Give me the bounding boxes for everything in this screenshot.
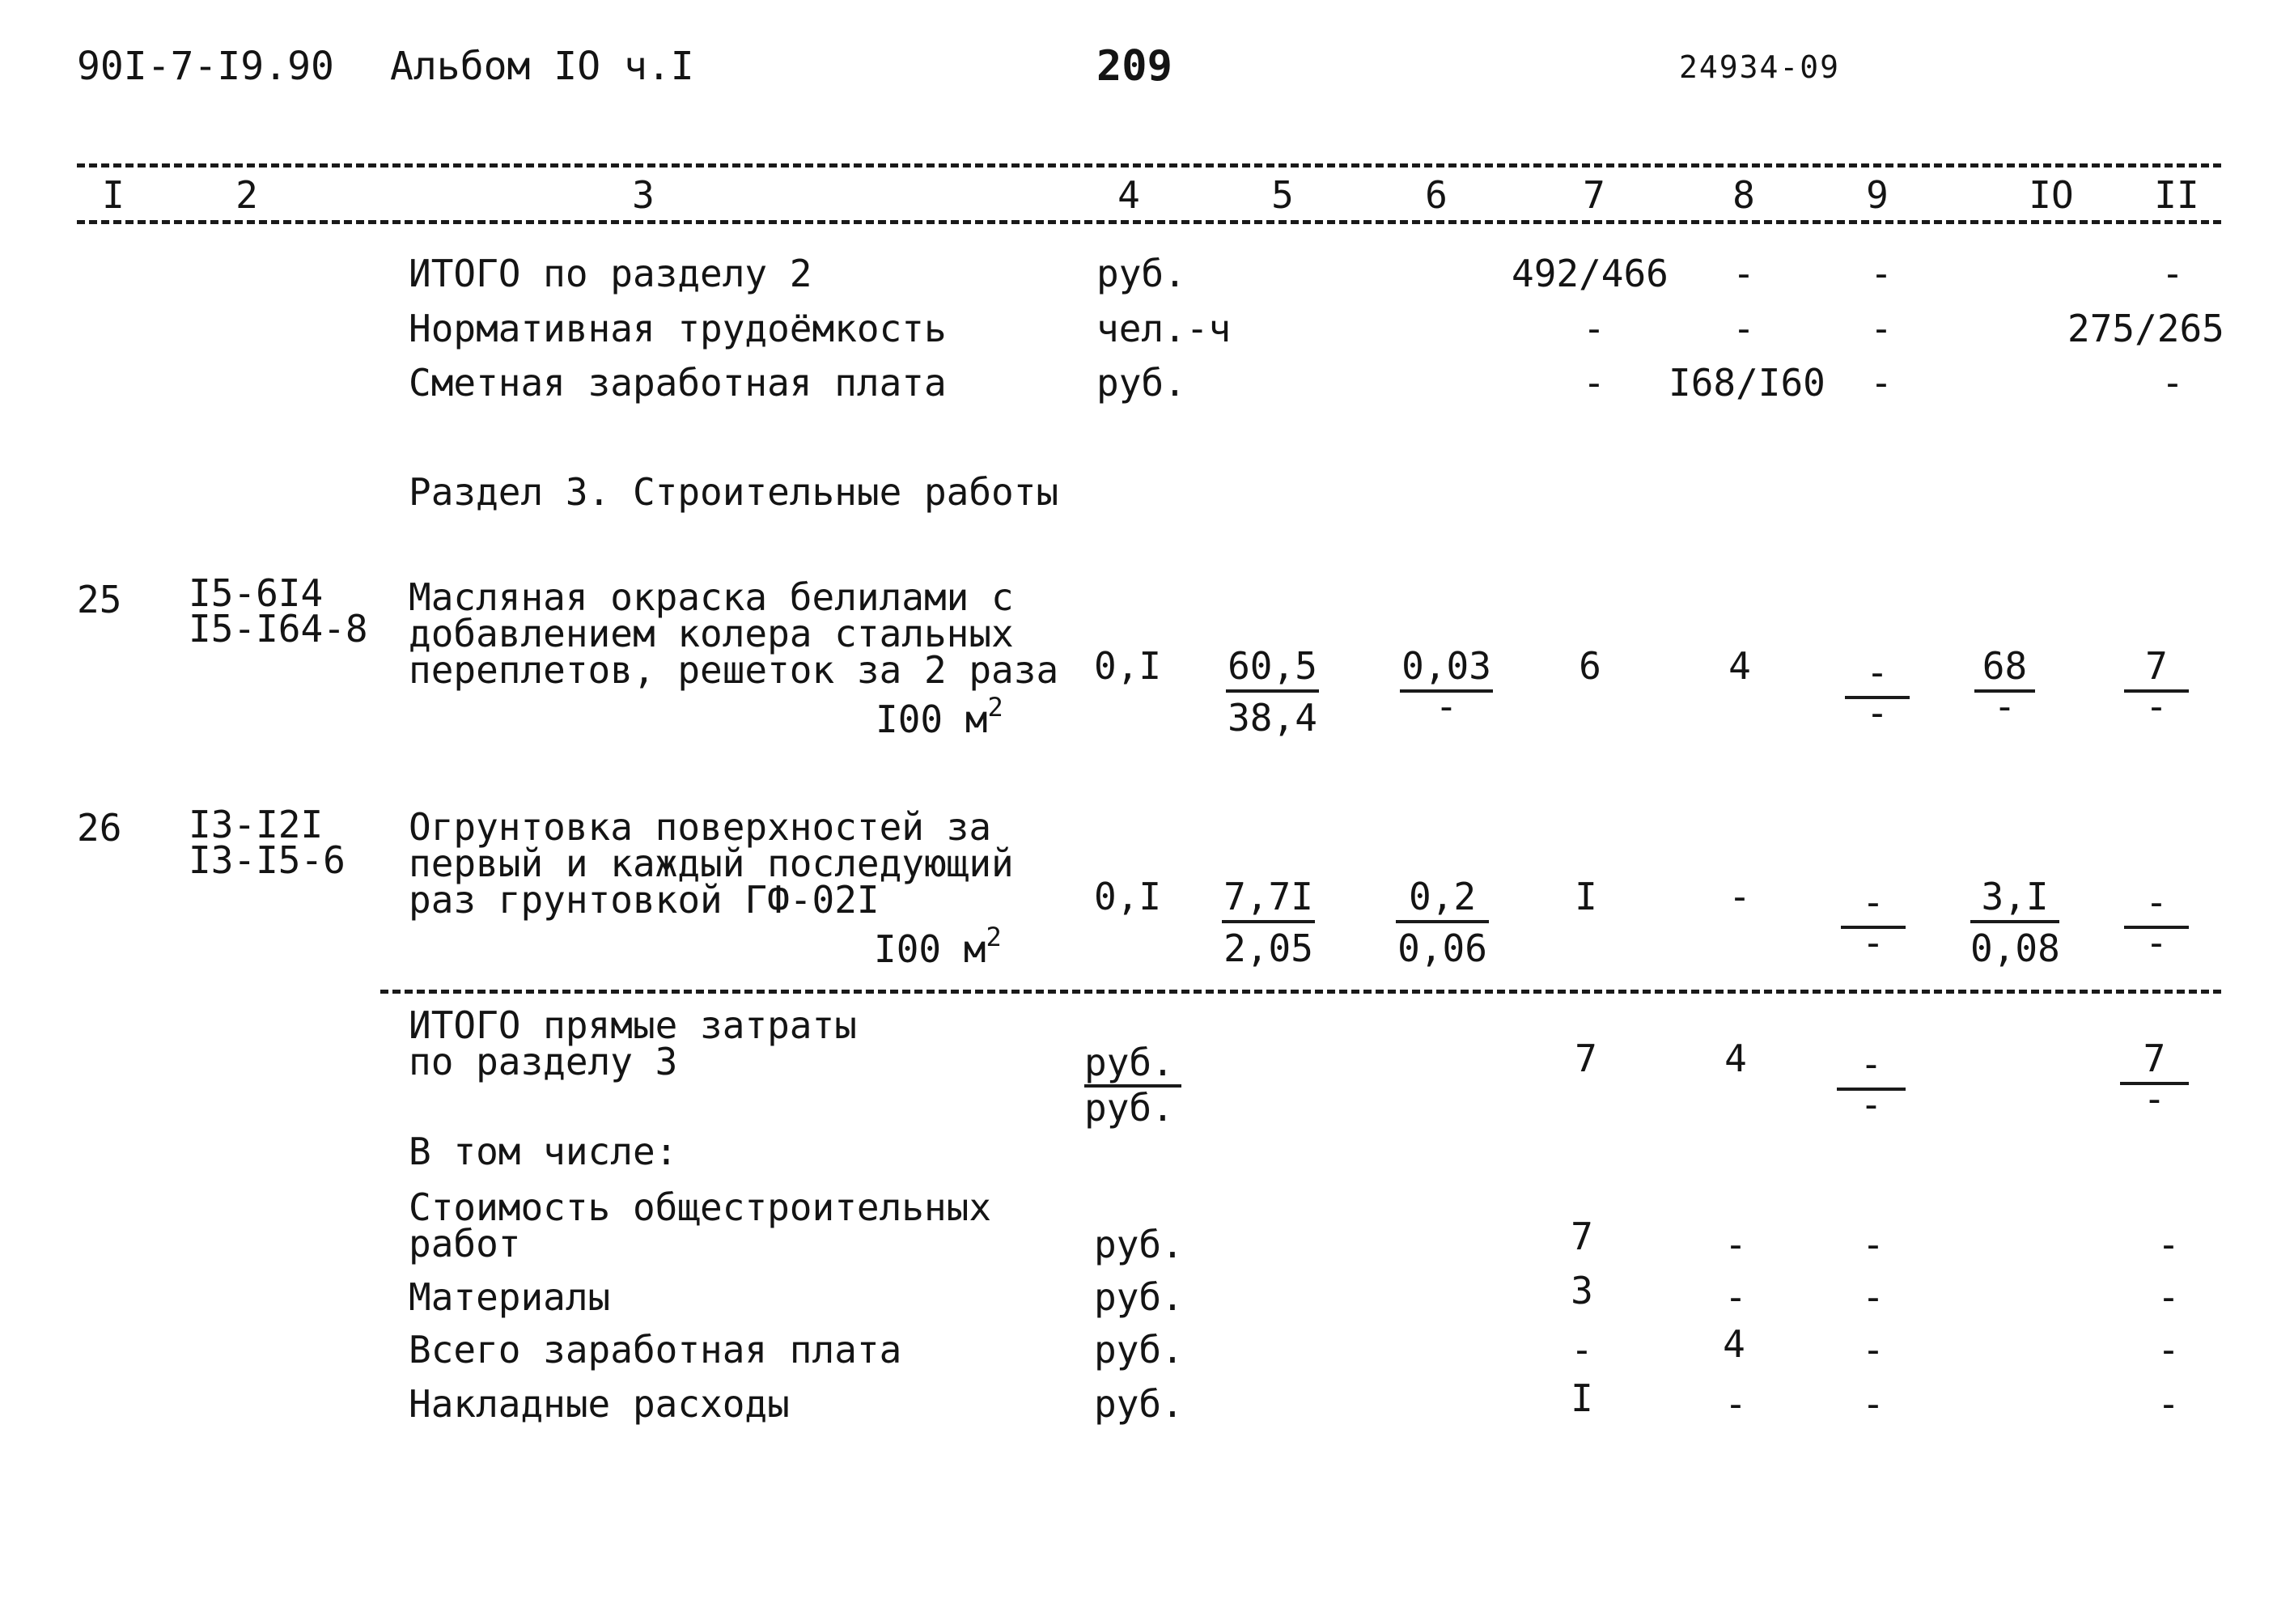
section3-total-label-line-1: ИТОГО прямые затраты <box>409 1003 857 1047</box>
row25-c11-den: - <box>2145 685 2168 728</box>
row26-desc-line-2: первый и каждый последующий <box>409 842 1014 886</box>
row25-code-1: I5-6I4 <box>189 571 324 615</box>
section2-labor-c10: 275/265 <box>2067 307 2224 350</box>
including-label: В том числе: <box>409 1130 678 1173</box>
section3-total-c11-den: - <box>2143 1077 2166 1121</box>
row26-desc-line-3: раз грунтовкой ГФ-02I <box>409 878 880 922</box>
row26-c10-den: 0,08 <box>1970 926 2060 970</box>
section3-total-c9-num: - <box>1859 1042 1883 1086</box>
row26-code-1: I3-I2I <box>189 803 324 846</box>
row26-description <box>409 805 1014 922</box>
item-materials-c9: - <box>1862 1275 1885 1319</box>
row25-c9-num: - <box>1866 651 1889 694</box>
section2-total-c8: - <box>1732 252 1755 295</box>
item-general-construction-line-2: работ <box>409 1222 521 1266</box>
section2-labor-unit: чел.-ч <box>1096 307 1232 350</box>
col-header-7: 7 <box>1583 173 1605 217</box>
item-general-construction-label <box>409 1185 992 1266</box>
row26-c10-num: 3,I <box>1981 875 2049 918</box>
stamp-number: 24934-09 <box>1679 49 1841 85</box>
section3-title: Раздел 3. Строительные работы <box>409 470 1059 514</box>
row26-c7: I <box>1575 875 1597 918</box>
row26-c8: - <box>1728 875 1751 918</box>
row26-unit <box>874 922 1002 971</box>
item-materials-c8: - <box>1724 1275 1747 1319</box>
col-header-3: 3 <box>632 173 655 217</box>
item-overhead-c8: - <box>1724 1382 1747 1426</box>
row26-unit-power: 2 <box>986 922 1002 952</box>
item-total-wage-c7: - <box>1571 1328 1593 1372</box>
section2-labor-c8: - <box>1732 307 1755 350</box>
section3-total-c11-num: 7 <box>2143 1037 2166 1080</box>
section3-total-unit-num: руб. <box>1084 1041 1174 1084</box>
col-header-10: IO <box>2029 173 2074 217</box>
row25-c7: 6 <box>1579 644 1601 688</box>
item-overhead-c11: - <box>2157 1382 2180 1426</box>
row25-unit-label: I00 м <box>876 698 988 741</box>
row25-number: 25 <box>77 578 122 621</box>
row26-c5-num: 7,7I <box>1223 875 1313 918</box>
item-materials-unit: руб. <box>1094 1275 1184 1319</box>
section2-labor-c9: - <box>1870 307 1893 350</box>
item-general-construction-line-1: Стоимость общестроительных <box>409 1185 992 1229</box>
section3-total-label <box>409 1003 857 1084</box>
row26-code-2: I3-I5-6 <box>189 837 346 882</box>
row26-c10 <box>1970 875 2060 970</box>
row26-c5 <box>1222 875 1315 970</box>
item-overhead-unit: руб. <box>1094 1382 1184 1426</box>
row26-codes <box>189 803 346 882</box>
row25-unit <box>876 692 1003 741</box>
row25-codes <box>189 571 368 651</box>
row25-c9 <box>1845 651 1910 735</box>
item-overhead-c9: - <box>1862 1382 1885 1426</box>
item-general-construction-c9: - <box>1862 1223 1885 1266</box>
row26-c6-num: 0,2 <box>1408 875 1477 918</box>
section2-total-c9: - <box>1870 252 1893 295</box>
col-header-5: 5 <box>1271 173 1294 217</box>
item-general-construction-c11: - <box>2157 1223 2180 1266</box>
header-top-rule <box>77 163 2221 167</box>
row25-code-2: I5-I64-8 <box>189 606 368 651</box>
section2-labor-c7: - <box>1583 307 1605 350</box>
row26-c9 <box>1841 880 1906 965</box>
row26-number: 26 <box>77 806 122 850</box>
row25-c10-den: - <box>1993 685 2016 728</box>
section3-total-c7: 7 <box>1575 1037 1597 1080</box>
section2-wage-label: Сметная заработная плата <box>409 361 947 405</box>
row25-c9-den: - <box>1866 691 1889 735</box>
item-general-construction-c8: - <box>1724 1223 1747 1266</box>
col-header-8: 8 <box>1732 173 1755 217</box>
row25-c5-num: 60,5 <box>1228 644 1317 688</box>
item-total-wage-c11: - <box>2157 1328 2180 1372</box>
row26-unit-label: I00 м <box>874 927 986 971</box>
item-total-wage-label: Всего заработная плата <box>409 1328 902 1372</box>
section3-total-unit <box>1084 1041 1181 1130</box>
col-header-11: II <box>2154 173 2199 217</box>
row25-c11 <box>2124 644 2189 728</box>
row26-c9-den: - <box>1862 921 1885 965</box>
row25-desc-line-2: добавлением колера стальных <box>409 612 1014 656</box>
col-header-1: I <box>102 173 125 217</box>
section2-labor-label: Нормативная трудоёмкость <box>409 307 947 350</box>
section2-total-label: ИТОГО по разделу 2 <box>409 252 812 295</box>
header-bottom-rule <box>77 220 2221 224</box>
section3-total-c11 <box>2120 1037 2189 1121</box>
row26-c5-den: 2,05 <box>1223 926 1313 970</box>
section3-total-label-line-2: по разделу 3 <box>409 1040 678 1084</box>
row25-desc-line-3: переплетов, решеток за 2 раза <box>409 648 1059 693</box>
row25-c5-den: 38,4 <box>1228 696 1317 740</box>
row25-description <box>409 575 1059 693</box>
item-overhead-label: Накладные расходы <box>409 1382 790 1426</box>
item-general-construction-c7: 7 <box>1571 1215 1593 1258</box>
totals-divider <box>380 990 2221 994</box>
section3-total-c8: 4 <box>1724 1037 1747 1080</box>
item-materials-label: Материалы <box>409 1275 611 1319</box>
row25-c6 <box>1400 644 1493 728</box>
row25-c6-num: 0,03 <box>1401 644 1491 688</box>
section3-total-unit-den: руб. <box>1084 1086 1174 1130</box>
section2-wage-c9: - <box>1870 361 1893 405</box>
row26-c11-den: - <box>2145 921 2168 965</box>
row26-c9-num: - <box>1862 880 1885 924</box>
row26-qty: 0,I <box>1094 875 1162 918</box>
col-header-4: 4 <box>1117 173 1140 217</box>
row25-c10 <box>1974 644 2035 728</box>
section2-wage-c8: I68/I60 <box>1669 361 1825 405</box>
section3-total-c9-den: - <box>1859 1083 1883 1126</box>
section2-total-c11: - <box>2161 252 2184 295</box>
row25-c8: 4 <box>1728 644 1751 688</box>
row26-c11-num: - <box>2145 880 2168 924</box>
col-header-9: 9 <box>1866 173 1889 217</box>
section2-wage-c11: - <box>2161 361 2184 405</box>
row25-c5 <box>1226 644 1319 740</box>
section2-wage-c7: - <box>1583 361 1605 405</box>
item-total-wage-c8: 4 <box>1723 1322 1745 1366</box>
page-number: 209 <box>1096 42 1172 91</box>
col-header-2: 2 <box>235 173 258 217</box>
section2-wage-unit: руб. <box>1096 361 1186 405</box>
section3-total-c9 <box>1837 1042 1906 1126</box>
album-label: Альбом IO ч.I <box>390 44 694 89</box>
item-general-construction-unit: руб. <box>1094 1223 1184 1266</box>
row25-desc-line-1: Масляная окраска белилами с <box>409 575 1014 619</box>
row25-qty: 0,I <box>1094 644 1162 688</box>
row26-c6-den: 0,06 <box>1397 926 1487 970</box>
item-materials-c7: 3 <box>1571 1269 1593 1312</box>
item-overhead-c7: I <box>1571 1376 1593 1420</box>
item-total-wage-c9: - <box>1862 1328 1885 1372</box>
section2-total-unit: руб. <box>1096 252 1186 295</box>
row25-c11-num: 7 <box>2145 644 2168 688</box>
col-header-6: 6 <box>1425 173 1448 217</box>
item-total-wage-unit: руб. <box>1094 1328 1184 1372</box>
row26-c11 <box>2124 880 2189 965</box>
row25-c10-num: 68 <box>1982 644 2028 688</box>
row26-desc-line-1: Огрунтовка поверхностей за <box>409 805 992 849</box>
row25-c6-den: - <box>1435 685 1458 728</box>
item-materials-c11: - <box>2157 1275 2180 1319</box>
document-code: 90I-7-I9.90 <box>77 44 334 89</box>
section2-total-c7: 492/466 <box>1512 252 1669 295</box>
row25-unit-power: 2 <box>987 692 1003 723</box>
row26-c6 <box>1396 875 1489 970</box>
